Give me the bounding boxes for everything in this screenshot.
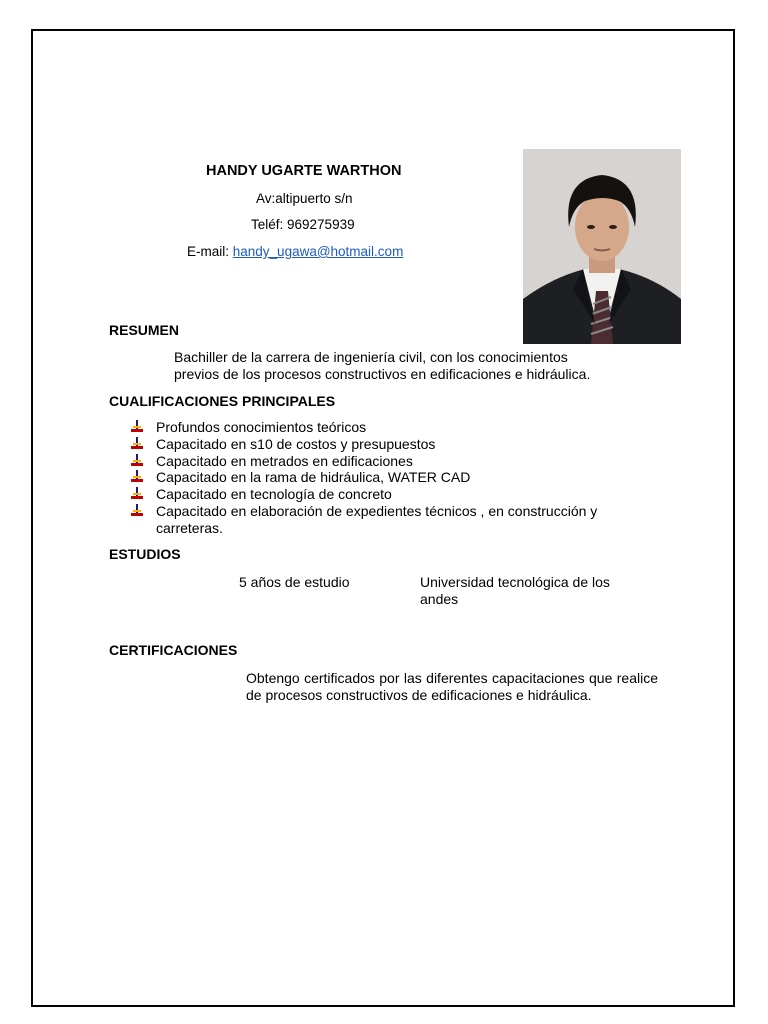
qualification-text: Capacitado en la rama de hidráulica, WATER CAD: [156, 469, 471, 486]
qualification-text: Capacitado en metrados en edificaciones: [156, 452, 413, 469]
qualifications-list: [130, 419, 660, 537]
list-item: [130, 503, 660, 537]
profile-photo: [523, 149, 681, 344]
list-bullet-icon: [130, 487, 144, 501]
list-bullet-icon: [130, 454, 144, 468]
section-title-cualificaciones: CUALIFICACIONES PRINCIPALES: [109, 393, 336, 409]
phone: Teléf: 969275939: [251, 217, 355, 232]
list-item: [130, 486, 660, 503]
list-item: [130, 453, 660, 470]
study-duration: 5 años de estudio: [239, 574, 350, 590]
list-bullet-icon: [130, 504, 144, 518]
list-bullet-icon: [130, 470, 144, 484]
section-title-certificaciones: CERTIFICACIONES: [109, 642, 238, 658]
list-item: [130, 436, 660, 453]
list-item: [130, 419, 660, 436]
list-bullet-icon: [130, 420, 144, 434]
email-link[interactable]: handy_ugawa@hotmail.com: [232, 244, 404, 259]
email-line: [187, 244, 403, 259]
certificaciones-text: Obtengo certificados por las diferentes capacitaciones que realice de procesos constructivos de edificaciones e hidráulica.: [246, 670, 658, 703]
study-institution: Universidad tecnológica de los andes: [420, 574, 610, 607]
address: Av:altipuerto s/n: [256, 191, 353, 206]
list-item: [130, 469, 660, 486]
qualification-text: Capacitado en s10 de costos y presupuestos: [156, 435, 436, 452]
resumen-text: [174, 349, 590, 382]
qualification-text: Capacitado en elaboración de expedientes técnicos , en construcción y carreteras.: [156, 502, 598, 536]
candidate-name: HANDY UGARTE WARTHON: [206, 163, 402, 179]
qualification-text: Capacitado en tecnología de concreto: [156, 486, 392, 503]
list-bullet-icon: [130, 437, 144, 451]
resumen-line-2: previos de los procesos constructivos en edificaciones e hidráulica.: [174, 365, 591, 382]
qualification-text: Profundos conocimientos teóricos: [156, 419, 367, 435]
section-title-resumen: RESUMEN: [109, 322, 180, 338]
section-title-estudios: ESTUDIOS: [109, 546, 181, 562]
resumen-line-1: Bachiller de la carrera de ingeniería civil, con los conocimientos: [174, 349, 568, 365]
email-label: E-mail:: [187, 244, 233, 259]
